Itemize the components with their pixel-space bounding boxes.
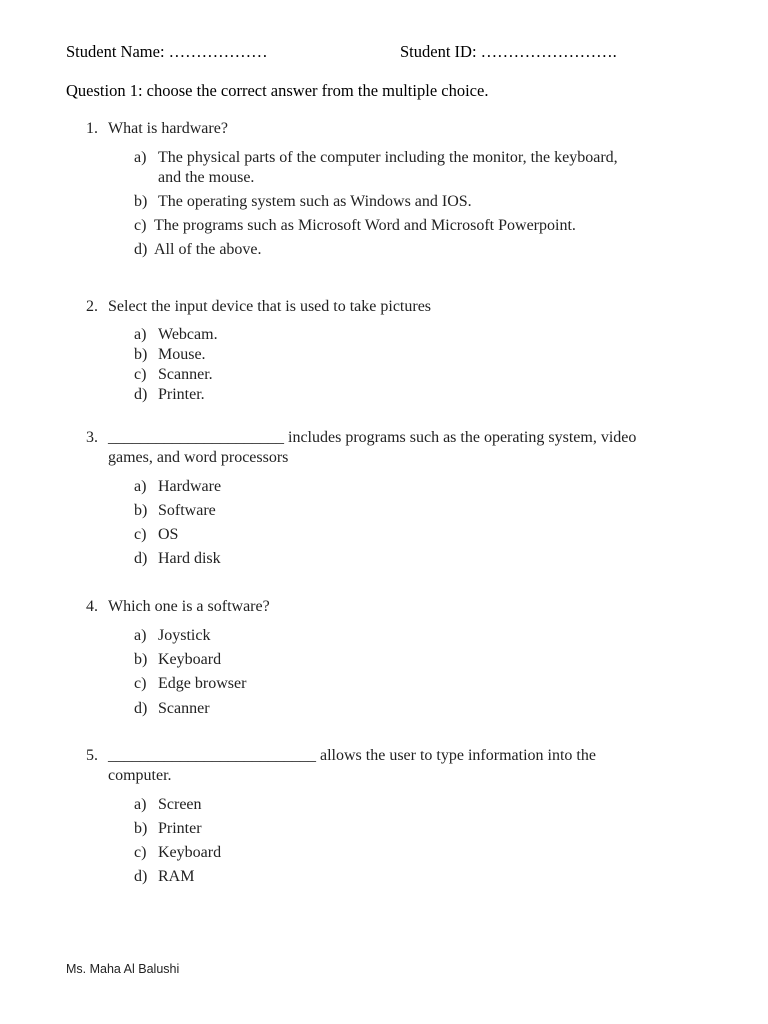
option-text: Edge browser bbox=[158, 675, 247, 692]
option-label: a) bbox=[134, 627, 147, 644]
question-number: 1. bbox=[86, 120, 98, 137]
option-2d bbox=[134, 386, 205, 404]
option-label: b) bbox=[134, 502, 148, 519]
option-label: c) bbox=[134, 217, 147, 234]
option-label: d) bbox=[134, 700, 148, 717]
question-3-continued: games, and word processors bbox=[108, 449, 289, 466]
option-label: c) bbox=[134, 844, 147, 861]
option-label: d) bbox=[134, 868, 148, 885]
option-text: Keyboard bbox=[158, 651, 222, 668]
option-4b bbox=[134, 651, 221, 669]
question-2 bbox=[86, 298, 431, 316]
option-text: Screen bbox=[158, 796, 202, 813]
option-2a bbox=[134, 326, 218, 344]
option-text: The programs such as Microsoft Word and Microsoft Powerpoint. bbox=[154, 217, 576, 234]
option-text: Webcam. bbox=[158, 326, 218, 343]
option-label: c) bbox=[134, 526, 147, 543]
option-text: The operating system such as Windows and IOS. bbox=[158, 193, 472, 210]
option-text: All of the above. bbox=[154, 241, 262, 258]
option-label: b) bbox=[134, 820, 148, 837]
option-5d bbox=[134, 868, 194, 886]
option-2c bbox=[134, 366, 213, 384]
instruction-heading: Question 1: choose the correct answer from the multiple choice. bbox=[66, 81, 489, 100]
option-label: d) bbox=[134, 386, 148, 403]
option-label: b) bbox=[134, 346, 148, 363]
option-2b bbox=[134, 346, 206, 364]
question-number: 5. bbox=[86, 747, 98, 764]
option-text: Printer bbox=[158, 820, 202, 837]
question-text: What is hardware? bbox=[108, 120, 228, 137]
question-4 bbox=[86, 598, 270, 616]
option-text: Joystick bbox=[158, 627, 211, 644]
question-text: ______________________ includes programs such as the operating system, video bbox=[108, 429, 637, 446]
option-label: a) bbox=[134, 326, 147, 343]
option-5c bbox=[134, 844, 221, 862]
option-5a bbox=[134, 796, 202, 814]
option-text: Keyboard bbox=[158, 844, 222, 861]
option-4d bbox=[134, 700, 210, 718]
option-4a bbox=[134, 627, 210, 645]
option-text: RAM bbox=[158, 868, 195, 885]
option-label: b) bbox=[134, 193, 148, 210]
option-text: Hard disk bbox=[158, 550, 221, 567]
question-3 bbox=[86, 429, 636, 447]
option-3c bbox=[134, 526, 178, 544]
option-label: c) bbox=[134, 366, 147, 383]
option-text: Printer. bbox=[158, 386, 205, 403]
option-1b bbox=[134, 193, 472, 211]
question-text: Which one is a software? bbox=[108, 598, 270, 615]
option-label: d) bbox=[134, 550, 148, 567]
option-label: a) bbox=[134, 149, 147, 166]
option-label: a) bbox=[134, 796, 147, 813]
question-5 bbox=[86, 747, 596, 765]
option-1a-continued: and the mouse. bbox=[158, 169, 255, 186]
option-3d bbox=[134, 550, 221, 568]
option-text: OS bbox=[158, 526, 179, 543]
question-number: 3. bbox=[86, 429, 98, 446]
option-1c bbox=[134, 217, 576, 235]
option-5b bbox=[134, 820, 202, 838]
question-text: __________________________ allows the user to type information into the bbox=[108, 747, 596, 764]
option-label: b) bbox=[134, 651, 148, 668]
question-number: 4. bbox=[86, 598, 98, 615]
question-1 bbox=[86, 120, 228, 138]
student-id-field: Student ID: ……………………. bbox=[400, 42, 617, 61]
option-text: Scanner bbox=[158, 700, 210, 717]
option-text: Hardware bbox=[158, 478, 222, 495]
question-5-continued: computer. bbox=[108, 767, 172, 784]
option-3b bbox=[134, 502, 216, 520]
option-4c bbox=[134, 675, 246, 693]
option-1d bbox=[134, 241, 262, 259]
option-3a bbox=[134, 478, 221, 496]
option-label: d) bbox=[134, 241, 148, 258]
question-number: 2. bbox=[86, 298, 98, 315]
option-text: Mouse. bbox=[158, 346, 206, 363]
footer-author: Ms. Maha Al Balushi bbox=[66, 962, 180, 976]
option-text: Scanner. bbox=[158, 366, 213, 383]
option-text: The physical parts of the computer including the monitor, the keyboard, bbox=[158, 149, 618, 166]
option-text: Software bbox=[158, 502, 216, 519]
option-label: a) bbox=[134, 478, 147, 495]
option-1a bbox=[134, 149, 618, 167]
student-name-field: Student Name: ……………… bbox=[66, 42, 268, 61]
option-label: c) bbox=[134, 675, 147, 692]
question-text: Select the input device that is used to take pictures bbox=[108, 298, 432, 315]
